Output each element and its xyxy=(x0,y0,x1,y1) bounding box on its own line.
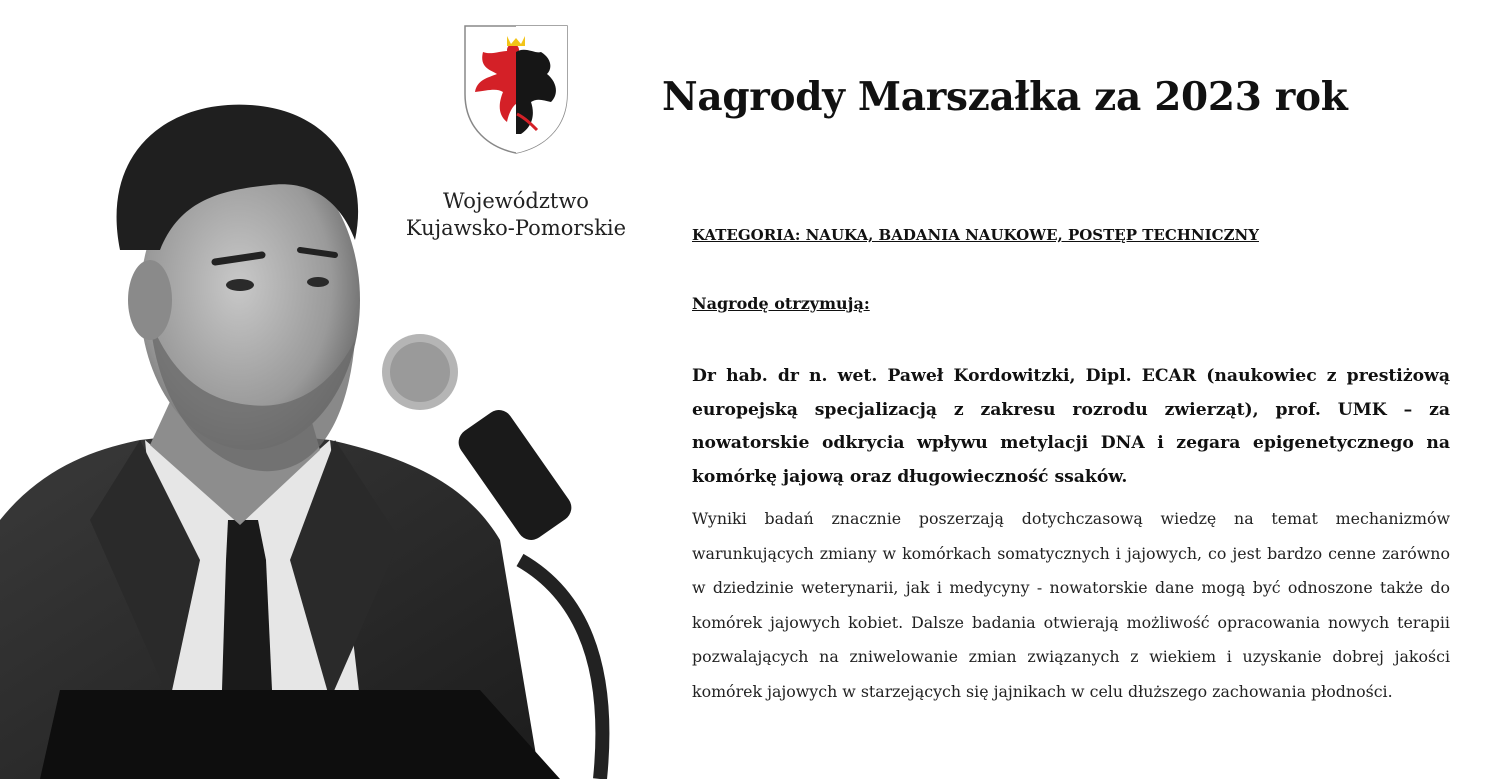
region-line-1: Województwo xyxy=(443,189,589,213)
awardee-text: Dr hab. dr n. wet. Paweł Kordowitzki, Dipl. ECAR (naukowiec z prestiżową europejską specjalizacją z zakresu rozrodu zwierząt), prof. UMK – za nowatorskie odkrycia wpływu metylacji DNA i zegara epigenetycznego na komórkę jajową oraz długowieczność ssaków. xyxy=(692,366,1450,487)
award-category: KATEGORIA: NAUKA, BADANIA NAUKOWE, POSTĘP TECHNICZNY xyxy=(692,226,1259,244)
award-description: Wyniki badań znacznie poszerzają dotychczasową wiedzę na temat mechanizmów warunkujących zmiany w komórkach somatycznych i jajowych, co jest bardzo cenne zarówno w dziedzinie weterynarii, jak i medycyny - nowatorskie dane mogą być odnoszone także do komórek jajowych kobiet. Dalsze badania otwierają możliwość opracowania nowych terapii pozwalających na zniwelowanie zmian związanych z wiekiem i uzyskanie dobrej jakości komórek jajowych w starzejących się jajnikach w celu dłuższego zachowania płodności. xyxy=(692,509,1450,701)
podium xyxy=(40,690,560,779)
page-title: Nagrody Marszałka za 2023 rok xyxy=(662,74,1348,120)
coat-of-arms-icon xyxy=(461,22,571,156)
recipients-heading: Nagrodę otrzymują: xyxy=(692,294,870,313)
region-line-2: Kujawsko-Pomorskie xyxy=(405,216,627,240)
region-name xyxy=(386,188,646,242)
